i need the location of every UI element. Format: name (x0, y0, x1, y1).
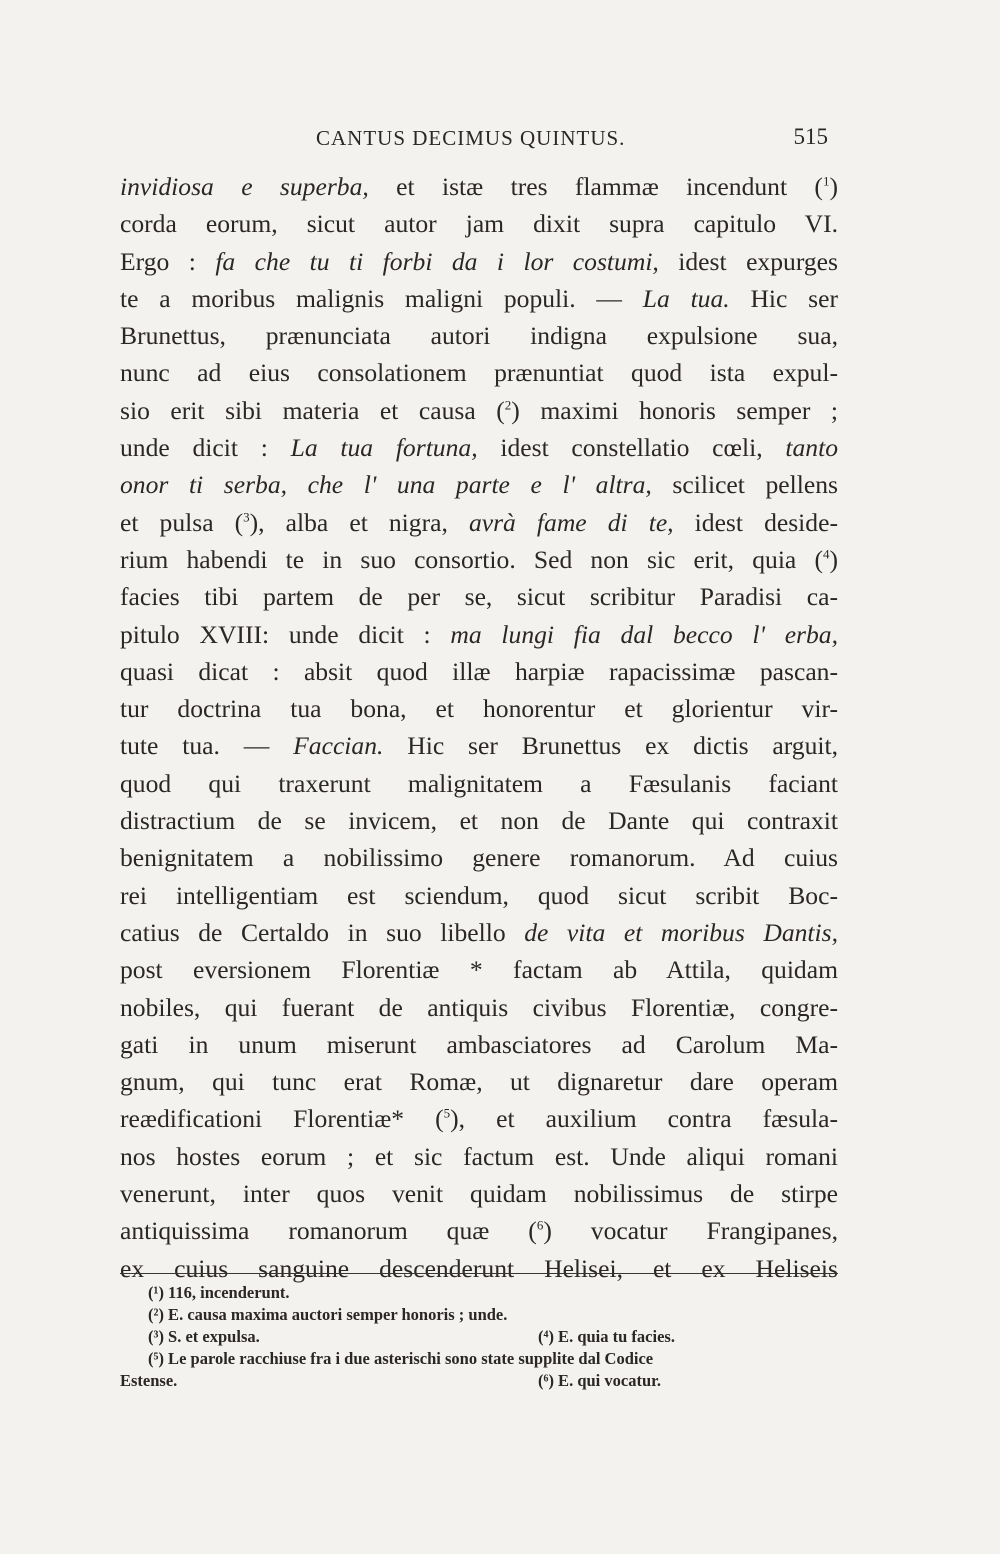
page-header (120, 120, 828, 156)
running-title: CANTUS DECIMUS QUINTUS. (316, 126, 626, 150)
footnote-5: (⁵) Le parole racchiuse fra i due asterischi sono state supplite dal Codice (148, 1349, 654, 1368)
footnote-4: (⁴) E. quia tu facies. (538, 1327, 675, 1346)
text-line: quod qui traxerunt malignitatem a Fæsulanis faciant (120, 768, 838, 798)
text-line: antiquissima romanorum quæ ($^6$) vocatur Frangipanes, (120, 1216, 838, 1246)
footnote-row-3-4 (120, 1326, 838, 1348)
text-line: facies tibi partem de per se, sicut scribitur Paradisi ca- (120, 582, 838, 612)
text-line: venerunt, inter quos venit quidam nobilissimus de stirpe (120, 1179, 838, 1209)
text-line: pitulo XVIII: unde dicit : ma lungi fia dal becco l' erba, (120, 619, 839, 649)
text-line: rium habendi te in suo consortio. Sed non sic erit, quia ($^4$) (120, 544, 838, 574)
footnote-row-5-6 (120, 1370, 838, 1392)
text-line: reædificationi Florentiæ* ($^5$), et auxilium contra fæsula- (120, 1104, 838, 1134)
footnote-6: (⁶) E. qui vocatur. (538, 1371, 662, 1390)
text-line: unde dicit : La tua fortuna, idest constellatio cœli, tanto (120, 433, 838, 463)
footnote-3: (³) S. et expulsa. (148, 1327, 260, 1346)
footnote-divider (120, 1273, 838, 1274)
text-line: nunc ad eius consolationem prænuntiat quod ista expul- (120, 358, 838, 388)
text-line: gati in unum miserunt ambasciatores ad Carolum Ma- (120, 1029, 838, 1059)
text-line: rei intelligentiam est sciendum, quod sicut scribit Boc- (120, 880, 838, 910)
text-line: quasi dicat : absit quod illæ harpiæ rapacissimæ pascan- (120, 656, 838, 686)
text-line: tute tua. — Faccian. Hic ser Brunettus ex dictis arguit, (120, 731, 838, 761)
footnotes (120, 1282, 838, 1392)
footnote-2: (²) E. causa maxima auctori semper honoris ; unde. (148, 1305, 508, 1324)
text-line: sio erit sibi materia et causa ($^2$) maximi honoris semper ; (120, 395, 838, 425)
text-line: onor ti serba, che l' una parte e l' altra, scilicet pellens (120, 470, 838, 500)
text-line: catius de Certaldo in suo libello de vita et moribus Dantis, (120, 917, 839, 947)
text-line: nos hostes eorum ; et sic factum est. Unde aliqui romani (120, 1141, 838, 1171)
footnote-1: (¹) 116, incenderunt. (148, 1283, 290, 1302)
text-line: Brunettus, prænunciata autori indigna expulsione sua, (120, 321, 838, 351)
text-line: et pulsa ($^3$), alba et nigra, avrà fame di te, idest deside- (120, 507, 838, 537)
body-text (120, 168, 838, 1287)
text-line: corda eorum, sicut autor jam dixit supra capitulo VI. (120, 209, 838, 239)
page-number: 515 (793, 124, 828, 149)
text-line: invidiosa e superba, et istæ tres flammæ incendunt ($^1$) (120, 172, 838, 201)
footnote-5-cont: Estense. (120, 1371, 178, 1390)
text-line: benignitatem a nobilissimo genere romanorum. Ad cuius (120, 843, 838, 873)
text-line: distractium de se invicem, et non de Dante qui contraxit (120, 806, 838, 836)
text-line: ex cuius sanguine descenderunt Helisei, et ex Heliseis (120, 1253, 838, 1283)
text-line: post eversionem Florentiæ * factam ab Attila, quidam (120, 955, 838, 985)
text-line: te a moribus malignis maligni populi. — La tua. Hic ser (120, 283, 838, 313)
text-line: nobiles, qui fuerant de antiquis civibus Florentiæ, congre- (120, 992, 838, 1022)
text-line: Ergo : fa che tu ti forbi da i lor costumi, idest expurges (120, 246, 838, 276)
text-line: tur doctrina tua bona, et honorentur et glorientur vir- (120, 694, 838, 724)
text-line: gnum, qui tunc erat Romæ, ut dignaretur dare operam (120, 1067, 838, 1097)
